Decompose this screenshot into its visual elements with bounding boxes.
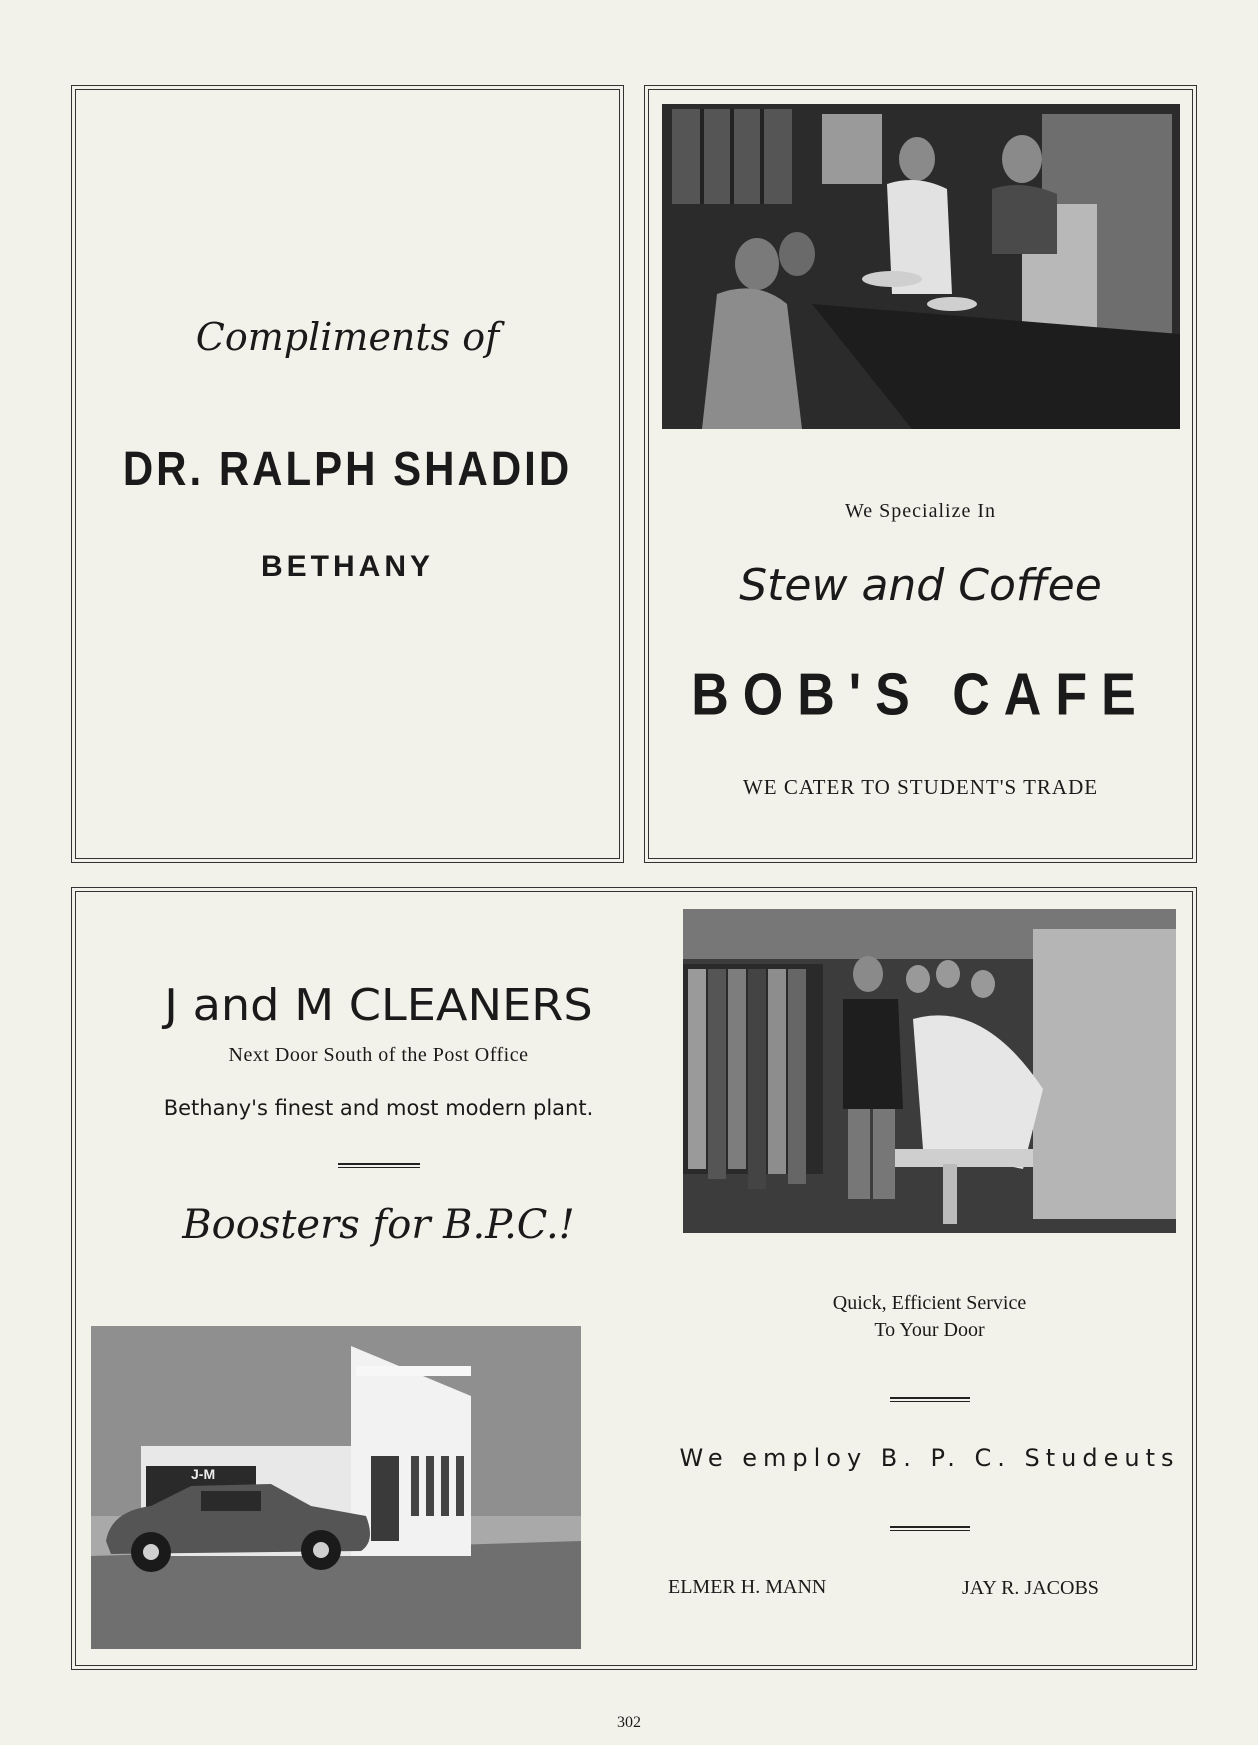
employ-text: We employ B. P. C. Studeuts (679, 1444, 1180, 1472)
cleaners-slogan: Bethany's finest and most modern plant. (163, 1096, 594, 1120)
storefront-sign: J-M (191, 1466, 216, 1482)
jm-cleaners-ad-box (75, 891, 1193, 1666)
boosters-text: Boosters for B.P.C.! (182, 1202, 575, 1248)
service-line-1: Quick, Efficient Service (832, 1292, 1027, 1314)
cafe-counter-photo (662, 104, 1180, 429)
specialty-text: Stew and Coffee (739, 560, 1102, 611)
compliments-text: Compliments of (195, 315, 500, 359)
page-number: 302 (617, 1714, 641, 1731)
owner-name-1: ELMER H. MANN (668, 1576, 827, 1598)
service-line-2: To Your Door (874, 1319, 985, 1341)
storefront-car-photo (91, 1326, 581, 1649)
cleaners-location: Next Door South of the Post Office (228, 1044, 529, 1066)
doctor-name: DR. RALPH SHADID (122, 441, 573, 496)
divider-right-1 (890, 1397, 970, 1402)
divider-right-2 (890, 1526, 970, 1531)
town-name: BETHANY (260, 550, 434, 583)
specialize-text: We Specialize In (845, 500, 996, 522)
cleaners-workroom-photo (683, 909, 1176, 1233)
cafe-tagline: WE CATER TO STUDENT'S TRADE (742, 775, 1099, 799)
shadid-ad-box (75, 89, 620, 859)
cleaners-name: J and M CLEANERS (164, 980, 593, 1031)
owner-name-2: JAY R. JACOBS (962, 1577, 1099, 1599)
divider-left (338, 1163, 420, 1168)
bobs-cafe-ad-box (648, 89, 1193, 859)
cafe-name: BOB'S CAFE (691, 661, 1150, 729)
